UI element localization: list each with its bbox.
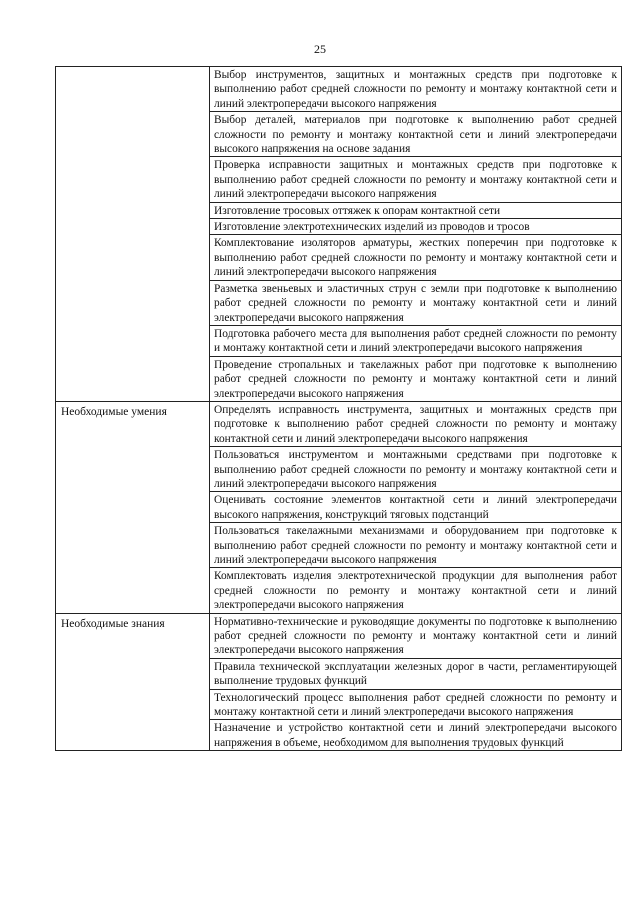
skills-table: [55, 66, 622, 751]
list-item: Изготовление тросовых оттяжек к опорам контактной сети: [210, 203, 621, 219]
list-item: Комплектование изоляторов арматуры, жестких поперечин при подготовке к выполнению работ средней сложности по ремонту и монтажу контактной сети и линий электропередачи высокого напряжения: [210, 235, 621, 280]
list-item: Пользоваться инструментом и монтажными средствами при подготовке к выполнению работ средней сложности по ремонту и монтажу контактной сети и линий электропередачи высокого напряжения: [210, 447, 621, 492]
section-items: [210, 401, 622, 613]
table-row: [56, 613, 622, 751]
table-row: [56, 67, 622, 402]
list-item: Нормативно-технические и руководящие документы по подготовке к выполнению работ средней сложности по ремонту и монтажу контактной сети и линий электропередачи высокого напряжения: [210, 614, 621, 659]
section-heading: [56, 67, 210, 402]
list-item: Правила технической эксплуатации железных дорог в части, регламентирующей выполнение трудовых функций: [210, 659, 621, 690]
list-item: Оценивать состояние элементов контактной сети и линий электропередачи высокого напряжения, конструкций тяговых подстанций: [210, 492, 621, 523]
section-items: [210, 613, 622, 751]
list-item: Изготовление электротехнических изделий из проводов и тросов: [210, 219, 621, 235]
list-item: Определять исправность инструмента, защитных и монтажных средств при подготовке к выполнению работ средней сложности по ремонту и монтажу контактной сети и линий электропередачи высокого напряжения: [210, 402, 621, 447]
section-items: [210, 67, 622, 402]
list-item: Проведение стропальных и такелажных работ при подготовке к выполнению работ средней сложности по ремонту и монтажу контактной сети и линий электропередачи высокого напряжения: [214, 358, 617, 400]
list-item: Комплектовать изделия электротехнической продукции для выполнения работ средней сложности по ремонту и монтажу контактной сети и линий электропередачи высокого напряжения: [214, 570, 617, 612]
list-item: Разметка звеньевых и эластичных струн с земли при подготовке к выполнению работ средней сложности по ремонту и монтажу контактной сети и линий электропередачи высокого напряжения: [210, 281, 621, 326]
section-heading: Необходимые знания: [56, 613, 210, 751]
list-item: Технологический процесс выполнения работ средней сложности по ремонту и монтажу контактной сети и линий электропередачи высокого напряжения: [210, 690, 621, 721]
list-item: Проверка исправности защитных и монтажных средств при подготовке к выполнению работ средней сложности по ремонту и монтажу контактной сети и линий электропередачи высокого напряжения: [210, 157, 621, 202]
list-item: Выбор инструментов, защитных и монтажных средств при подготовке к выполнению работ средней сложности по ремонту и монтажу контактной сети и линий электропередачи высокого напряжения: [210, 67, 621, 112]
list-item: Пользоваться такелажными механизмами и оборудованием при подготовке к выполнению работ средней сложности по ремонту и монтажу контактной сети и линий электропередачи высокого напряжения: [210, 523, 621, 568]
list-item: Подготовка рабочего места для выполнения работ средней сложности по ремонту и монтажу контактной сети и линий электропередачи высокого напряжения: [210, 326, 621, 357]
table-body: [56, 67, 622, 751]
list-item: Выбор деталей, материалов при подготовке к выполнению работ средней сложности по ремонту и монтажу контактной сети и линий электропередачи высокого напряжения на основе задания: [210, 112, 621, 157]
page-number: 25: [314, 42, 326, 56]
section-heading: Необходимые умения: [56, 401, 210, 613]
list-item: Назначение и устройство контактной сети и линий электропередачи высокого напряжения в объеме, необходимом для выполнения трудовых функций: [214, 722, 617, 749]
table-row: [56, 401, 622, 613]
